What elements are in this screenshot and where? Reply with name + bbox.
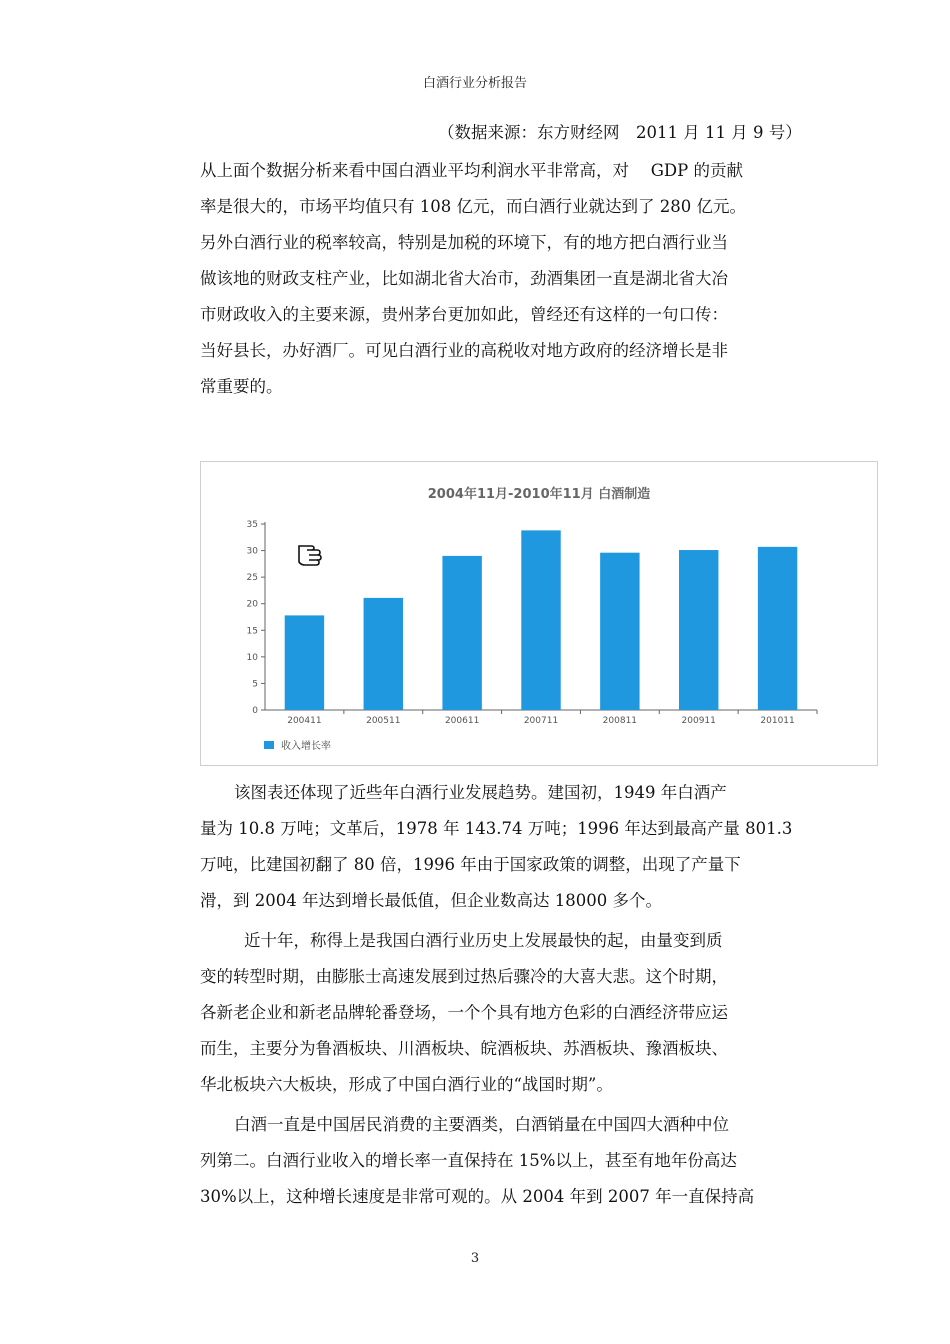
bar xyxy=(442,556,481,710)
x-tick-label: 201011 xyxy=(760,716,795,726)
x-tick-label: 200611 xyxy=(444,716,480,726)
paragraph-line: 华北板块六大板块，形成了中国白酒行业的“战国时期”。 xyxy=(200,1075,613,1094)
paragraph-line: 当好县长，办好酒厂。可见白酒行业的高税收对地方政府的经济增长是非 xyxy=(200,341,728,360)
paragraph-line: 从上面个数据分析来看中国白酒业平均利润水平非常高，对 GDP 的贡献 xyxy=(200,161,744,180)
page-header: 白酒行业分析报告 xyxy=(422,76,527,91)
paragraph-4 xyxy=(200,1107,810,1215)
paragraph-2 xyxy=(200,775,810,919)
paragraph-line: 而生，主要分为鲁酒板块、川酒板块、皖酒板块、苏酒板块、豫酒板块、 xyxy=(200,1039,728,1058)
paragraph-line: 各新老企业和新老品牌轮番登场，一个个具有地方色彩的白酒经济带应运 xyxy=(200,1003,728,1022)
y-tick-label: 5 xyxy=(252,679,258,690)
x-tick-label: 200411 xyxy=(287,716,322,726)
y-tick-label: 35 xyxy=(246,520,258,530)
y-tick-label: 25 xyxy=(246,573,258,584)
paragraph-line: 30%以上，这种增长速度是非常可观的。从 2004 年到 2007 年一直保持高 xyxy=(200,1187,755,1206)
bar xyxy=(521,530,560,710)
y-tick-label: 0 xyxy=(252,706,258,716)
page-number: 3 xyxy=(470,1251,480,1266)
bar-chart xyxy=(200,461,878,766)
paragraph-line: 市财政收入的主要来源，贵州茅台更加如此，曾经还有这样的一句口传： xyxy=(200,305,728,324)
y-tick-label: 30 xyxy=(246,546,258,557)
paragraph-line: 变的转型时期，由膨胀士高速发展到过热后骤冷的大喜大悲。这个时期， xyxy=(200,967,728,986)
paragraph-1 xyxy=(200,153,810,405)
x-tick-label: 200911 xyxy=(681,716,716,726)
paragraph-line: 白酒一直是中国居民消费的主要酒类，白酒销量在中国四大酒种中位 xyxy=(234,1115,729,1134)
paragraph-line: 万吨，比建国初翻了 80 倍，1996 年由于国家政策的调整，出现了产量下 xyxy=(200,855,741,874)
y-tick-label: 20 xyxy=(246,599,258,610)
legend-swatch xyxy=(264,741,274,749)
bar xyxy=(679,550,718,710)
bar xyxy=(600,553,639,710)
x-tick-label: 200511 xyxy=(366,716,401,726)
bar-chart-svg xyxy=(201,462,877,765)
paragraph-line: 近十年，称得上是我国白酒行业历史上发展最快的起，由量变到质 xyxy=(244,931,723,950)
legend-label: 收入增长率 xyxy=(281,741,331,752)
bar xyxy=(364,598,403,710)
paragraph-line: 该图表还体现了近些年白酒行业发展趋势。建国初，1949 年白酒产 xyxy=(234,783,727,802)
y-tick-label: 15 xyxy=(246,626,258,637)
data-source-note: （数据来源：东方财经网 2011 月 11 月 9 号） xyxy=(438,123,802,142)
paragraph-line: 做该地的财政支柱产业，比如湖北省大冶市，劲酒集团一直是湖北省大冶 xyxy=(200,269,728,288)
x-tick-label: 200711 xyxy=(523,716,559,726)
paragraph-line: 另外白酒行业的税率较高，特别是加税的环境下，有的地方把白酒行业当 xyxy=(200,233,728,252)
y-tick-label: 10 xyxy=(246,652,258,663)
bar xyxy=(758,547,797,710)
x-tick-label: 200811 xyxy=(602,716,638,726)
paragraph-line: 滑，到 2004 年达到增长最低值，但企业数高达 18000 多个。 xyxy=(200,891,662,910)
paragraph-line: 常重要的。 xyxy=(200,377,283,396)
chart-title: 2004年11月-2010年11月 白酒制造 xyxy=(427,487,651,502)
paragraph-line: 率是很大的，市场平均值只有 108 亿元，而白酒行业就达到了 280 亿元。 xyxy=(200,197,746,216)
hand-pointer-icon xyxy=(299,546,321,565)
paragraph-line: 量为 10.8 万吨；文革后，1978 年 143.74 万吨；1996 年达到最高产量 801.3 xyxy=(200,819,793,838)
paragraph-3 xyxy=(200,923,810,1103)
paragraph-line: 列第二。白酒行业收入的增长率一直保持在 15%以上，甚至有地年份高达 xyxy=(200,1151,737,1170)
bar xyxy=(285,615,324,710)
